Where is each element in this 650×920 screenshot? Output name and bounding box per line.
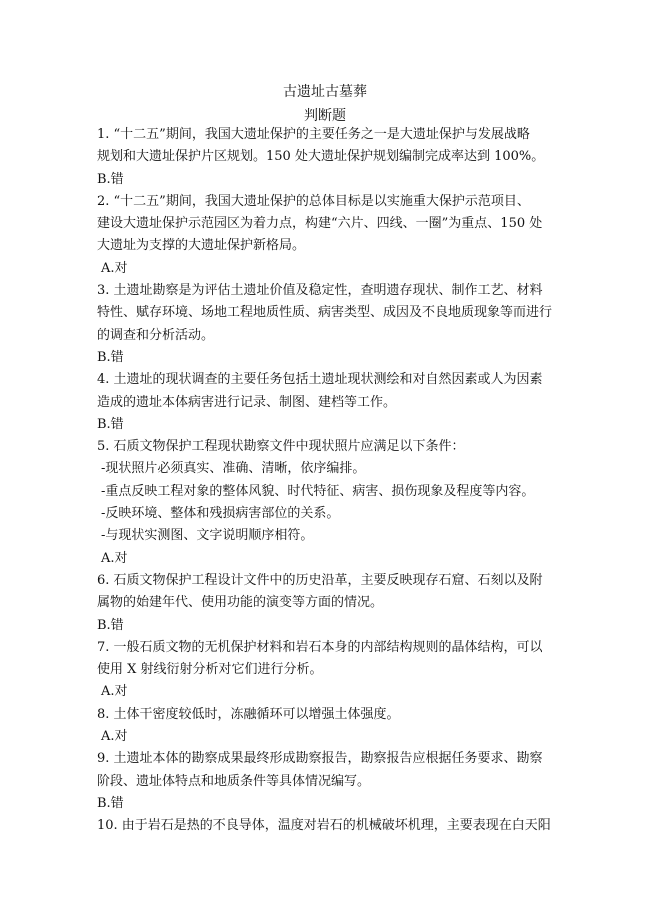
- page-subtitle: 判断题: [304, 108, 346, 124]
- text-line: 规划和大遗址保护片区规划。150 处大遗址保护规划编制完成率达到 100%。: [97, 149, 545, 165]
- bullet-line: -反映环境、整体和残损病害部位的关系。: [101, 506, 340, 522]
- text-line: 特性、赋存环境、场地工程地质性质、病害类型、成因及不良地质现象等而进行: [97, 305, 553, 321]
- text-line: 使用 X 射线衍射分析对它们进行分析。: [97, 662, 323, 678]
- title-block: [0, 80, 650, 128]
- bullet-line: -现状照片必须真实、准确、清晰，依序编排。: [101, 461, 366, 477]
- bullet-line: -与现状实测图、文字说明顺序相符。: [101, 528, 314, 544]
- text-line: 4. 土遗址的现状调查的主要任务包括土遗址现状测绘和对自然因素或人为因素: [97, 372, 543, 388]
- answer-line: B.错: [97, 171, 124, 187]
- text-line: 6. 石质文物保护工程设计文件中的历史沿革，主要反映现存石窟、石刻以及附: [97, 572, 543, 588]
- text-line: 大遗址为支撑的大遗址保护新格局。: [97, 238, 306, 254]
- text-line: 的调查和分析活动。: [97, 327, 215, 343]
- answer-line: B.错: [97, 349, 124, 365]
- answer-line: B.错: [97, 617, 124, 633]
- text-line: 1. “十二五”期间，我国大遗址保护的主要任务之一是大遗址保护与发展战略: [97, 127, 530, 142]
- text-line: 2. “十二五”期间，我国大遗址保护的总体目标是以实施重大保护示范项目、: [97, 193, 530, 209]
- text-line: 3. 土遗址勘察是为评估土遗址价值及稳定性，查明遗存现状、制作工艺、材料: [97, 283, 543, 299]
- text-line: 阶段、遗址体特点和地质条件等具体情况编写。: [97, 773, 371, 789]
- text-line: 建设大遗址保护示范园区为着力点，构建“六片、四线、一圈”为重点、150 处: [97, 216, 543, 232]
- text-line: 造成的遗址本体病害进行记录、制图、建档等工作。: [97, 394, 397, 410]
- answer-line: B.错: [97, 416, 124, 432]
- answer-line: B.错: [97, 795, 124, 811]
- answer-line: A.对: [101, 550, 128, 566]
- text-line: 属物的始建年代、使用功能的演变等方面的情况。: [97, 595, 384, 611]
- question-list: [97, 124, 553, 838]
- answer-line: A.对: [101, 260, 128, 276]
- text-line: 5. 石质文物保护工程现状勘察文件中现状照片应满足以下条件：: [97, 439, 465, 455]
- text-line: 9. 土遗址本体的勘察成果最终形成勘察报告，勘察报告应根据任务要求、勘察: [97, 751, 543, 767]
- text-line: 8. 土体干密度较低时，冻融循环可以增强土体强度。: [97, 706, 400, 722]
- answer-line: A.对: [101, 729, 128, 745]
- text-line: 10. 由于岩石是热的不良导体，温度对岩石的机械破坏机理，主要表现在白天阳: [97, 818, 551, 834]
- page-title: 古遗址古墓葬: [283, 84, 367, 100]
- bullet-line: -重点反映工程对象的整体风貌、时代特征、病害、损伤现象及程度等内容。: [101, 483, 535, 499]
- answer-line: A.对: [101, 684, 128, 700]
- text-line: 7. 一般石质文物的无机保护材料和岩石本身的内部结构规则的晶体结构，可以: [97, 639, 543, 655]
